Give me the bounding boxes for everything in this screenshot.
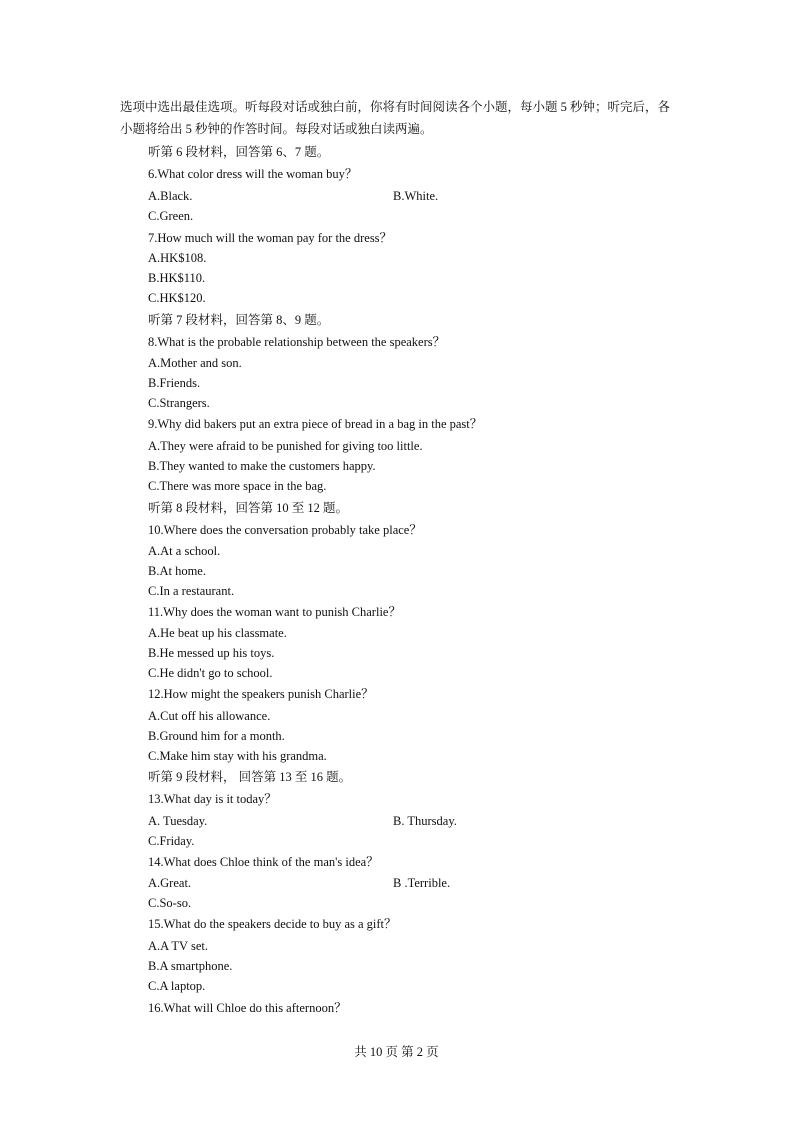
question-line xyxy=(148,541,220,561)
line-text: C.Green. xyxy=(148,209,194,223)
line-text: B.At home. xyxy=(148,564,206,578)
question-line xyxy=(148,789,277,809)
option-b-text: B. Thursday. xyxy=(393,814,457,828)
line-text: 听第 7 段材料，回答第 8、9 题。 xyxy=(148,313,330,327)
line-text: B.HK$110. xyxy=(148,271,206,285)
line-text: B.They wanted to make the customers happy. xyxy=(148,459,376,473)
answer-options-row xyxy=(148,873,451,893)
question-line xyxy=(148,767,351,787)
line-text: A.Black. xyxy=(148,189,193,203)
question-line xyxy=(148,746,327,766)
question-line xyxy=(148,663,272,683)
question-line xyxy=(148,332,445,352)
question-line xyxy=(148,914,397,934)
question-line xyxy=(148,643,274,663)
question-line xyxy=(148,414,482,434)
line-text: 16.What will Chloe do this afternoon？ xyxy=(148,1001,347,1015)
line-text: A.A TV set. xyxy=(148,939,208,953)
question-line xyxy=(148,142,329,162)
line-text: B.Ground him for a month. xyxy=(148,729,285,743)
question-line xyxy=(148,310,329,330)
line-text: C.Friday. xyxy=(148,834,195,848)
question-line xyxy=(148,581,234,601)
question-line xyxy=(148,456,376,476)
question-line xyxy=(148,602,401,622)
answer-options-row xyxy=(148,811,457,831)
line-text: B.He messed up his toys. xyxy=(148,646,275,660)
line-text: C.Strangers. xyxy=(148,396,210,410)
line-text: 11.Why does the woman want to punish Charlie？ xyxy=(148,605,401,619)
answer-options-row xyxy=(148,186,439,206)
line-text: A.HK$108. xyxy=(148,251,207,265)
line-text: A.Great. xyxy=(148,876,192,890)
question-line xyxy=(148,353,242,373)
line-text: 听第 6 段材料，回答第 6、7 题。 xyxy=(148,145,330,159)
line-text: B.Friends. xyxy=(148,376,201,390)
line-text: C.A laptop. xyxy=(148,979,206,993)
line-text: 13.What day is it today？ xyxy=(148,792,277,806)
question-line xyxy=(148,684,374,704)
question-line xyxy=(148,706,270,726)
question-line xyxy=(148,561,206,581)
question-line xyxy=(148,373,200,393)
question-line xyxy=(148,623,287,643)
question-line xyxy=(148,956,232,976)
line-text: A.They were afraid to be punished for giving too little. xyxy=(148,439,423,453)
line-text: A.Cut off his allowance. xyxy=(148,709,271,723)
question-line xyxy=(148,228,392,248)
line-text: A.He beat up his classmate. xyxy=(148,626,287,640)
question-line xyxy=(148,520,422,540)
question-line xyxy=(148,436,423,456)
question-line xyxy=(148,268,205,288)
line-text: 15.What do the speakers decide to buy as a gift？ xyxy=(148,917,397,931)
line-text: C.So-so. xyxy=(148,896,192,910)
question-line xyxy=(148,476,326,496)
line-text: 12.How might the speakers punish Charlie？ xyxy=(148,687,374,701)
line-text: 8.What is the probable relationship between the speakers？ xyxy=(148,335,446,349)
line-text: 7.How much will the woman pay for the dress？ xyxy=(148,231,393,245)
question-line xyxy=(148,831,194,851)
line-text: 听第 8 段材料，回答第 10 至 12 题。 xyxy=(148,501,349,515)
question-line xyxy=(148,998,347,1018)
option-b-text: B.White. xyxy=(393,189,439,203)
line-text: C.HK$120. xyxy=(148,291,206,305)
page-footer: 共 10 页 第 2 页 xyxy=(354,1045,439,1059)
line-text: 6.What color dress will the woman buy？ xyxy=(148,167,358,181)
question-line xyxy=(148,206,193,226)
option-b-text: B .Terrible. xyxy=(393,876,451,890)
line-text: B.A smartphone. xyxy=(148,959,233,973)
question-line xyxy=(148,248,206,268)
question-line xyxy=(148,498,348,518)
line-text: 9.Why did bakers put an extra piece of bread in a bag in the past？ xyxy=(148,417,483,431)
question-line xyxy=(148,288,206,308)
line-text: 10.Where does the conversation probably take place？ xyxy=(148,523,422,537)
line-text: C.Make him stay with his grandma. xyxy=(148,749,327,763)
line-text: 14.What does Chloe think of the man's idea？ xyxy=(148,855,379,869)
question-line xyxy=(148,393,210,413)
question-line xyxy=(148,976,205,996)
question-line xyxy=(148,726,285,746)
line-text: 听第 9 段材料， 回答第 13 至 16 题。 xyxy=(148,770,352,784)
line-text: C.There was more space in the bag. xyxy=(148,479,327,493)
question-line xyxy=(148,936,208,956)
question-line xyxy=(148,893,191,913)
question-line xyxy=(148,852,379,872)
line-text: A.At a school. xyxy=(148,544,221,558)
line-text: C.In a restaurant. xyxy=(148,584,235,598)
line-text: C.He didn't go to school. xyxy=(148,666,273,680)
line-text: A.Mother and son. xyxy=(148,356,242,370)
line-text: A. Tuesday. xyxy=(148,814,208,828)
instructions-paragraph: 选项中选出最佳选项。听每段对话或独白前，你将有时间阅读各个小题，每小题 5 秒钟；听完后，各小题将给出 5 秒钟的作答时间。每段对话或独白读两遍。 xyxy=(120,100,671,136)
question-line xyxy=(148,164,357,184)
